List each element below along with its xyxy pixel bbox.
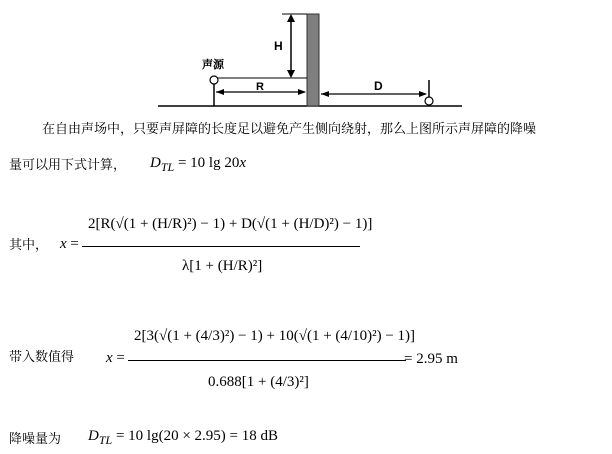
paragraph-line-2: 量可以用下式计算， [9,158,127,173]
where-denominator: λ[1 + (H/R)²] [182,258,263,274]
source-icon [210,76,218,84]
where-label: 其中， [9,238,49,253]
h-label: H [274,39,283,53]
substitute-label: 带入数值得 [9,350,75,365]
formula-sub: TL [160,160,175,174]
d-label: D [374,79,383,93]
substitute-denominator: 0.688[1 + (4/3)²] [208,374,309,390]
formula-d: D [150,155,161,171]
source-label: 声源 [202,59,224,71]
reduction-label: 降噪量为 [9,432,62,447]
substitute-x: x = [106,350,125,366]
r-label: R [256,81,264,93]
substitute-numerator: 2[3(√(1 + (4/3)²) − 1) + 10(√(1 + (4/10)²) − 1)] [134,328,416,344]
substitute-result: = 2.95 m [404,351,458,367]
where-fraction-bar [82,246,360,247]
barrier-diagram [150,0,470,112]
formula-x: x [239,155,247,171]
where-numerator: 2[R(√(1 + (H/R)²) − 1) + D(√(1 + (H/D)²) − 1)] [88,216,373,232]
substitute-fraction-bar [128,360,406,361]
where-x: x = [60,236,79,252]
barrier-wall [307,14,319,106]
formula-dtl [150,155,246,175]
receiver-icon [425,97,433,105]
paragraph-line-1: 在自由声场中，只要声屏障的长度足以避免产生侧向绕射，那么上图所示声屏障的降噪 [42,122,537,137]
formula-rhs: = 10 lg 20 [177,155,240,171]
reduction-formula: $D_{TL} = 10$ lg(20 × 2.95) = 18 dB [88,428,278,447]
